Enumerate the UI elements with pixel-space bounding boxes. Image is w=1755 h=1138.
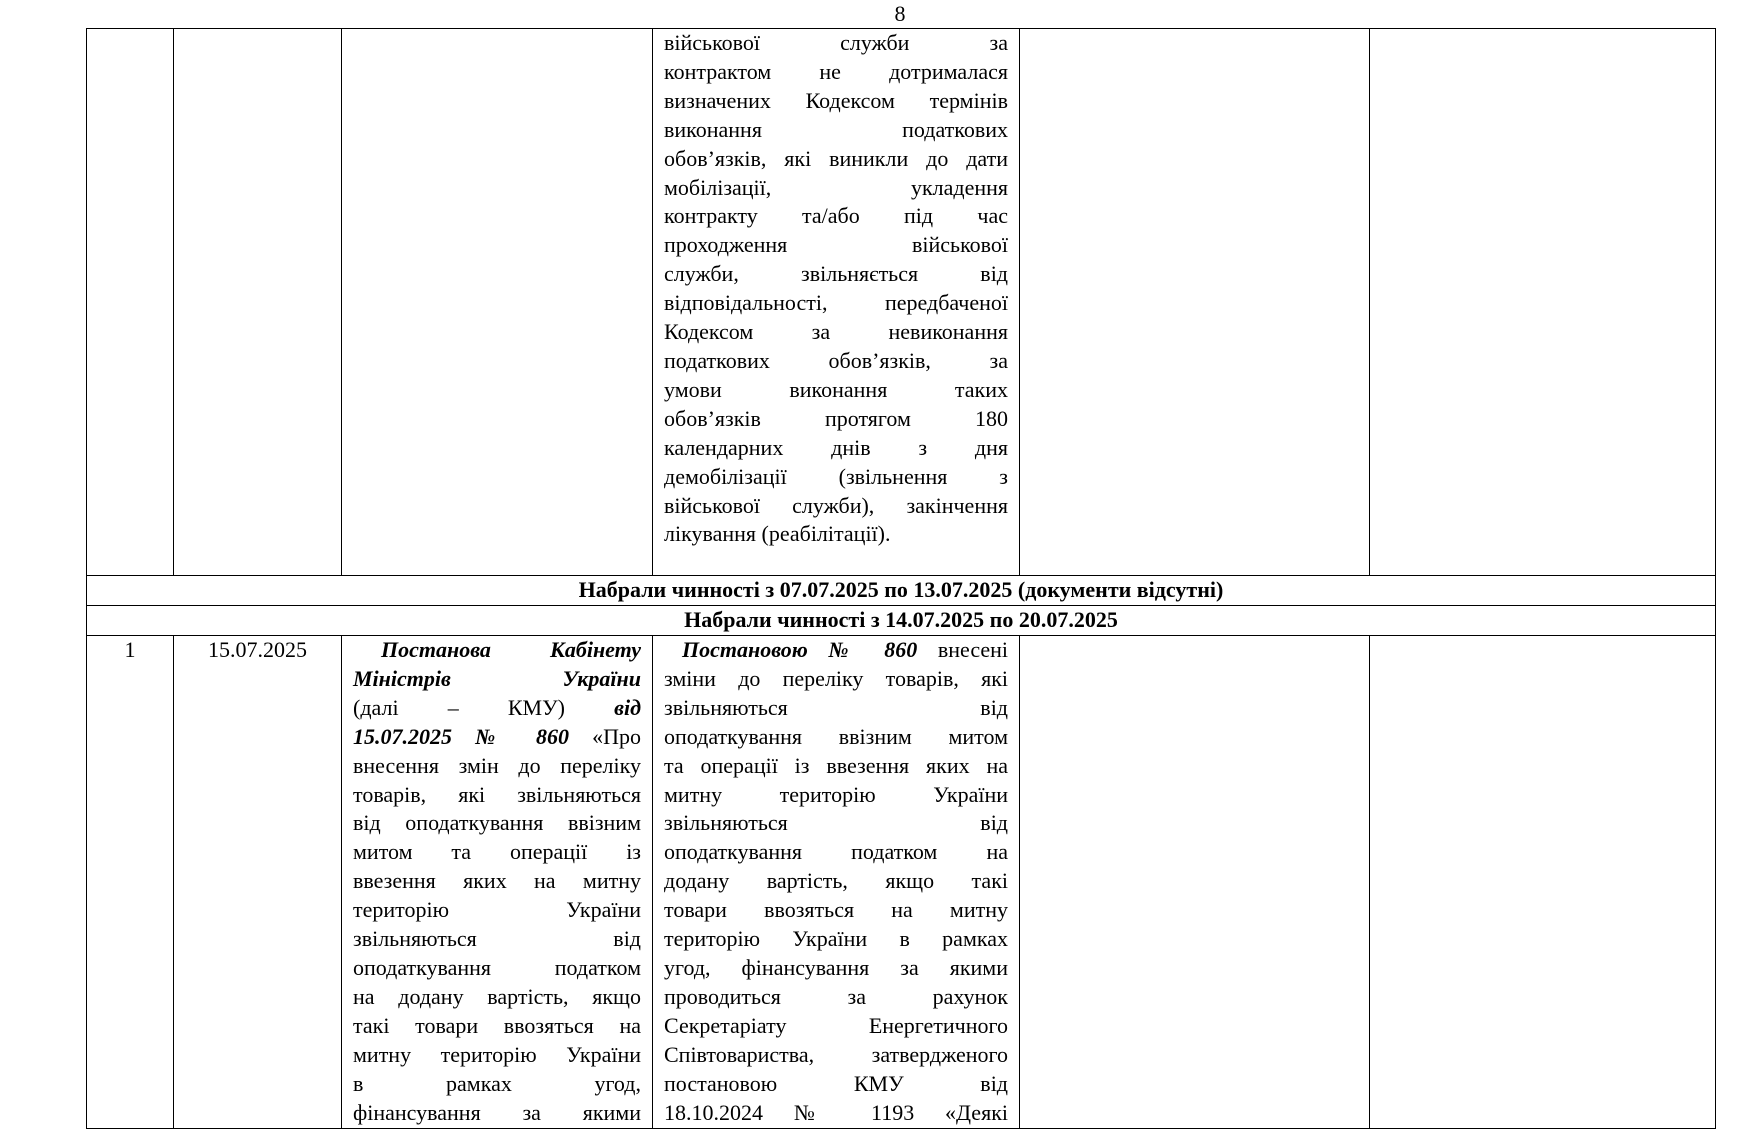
table-row bbox=[87, 29, 1716, 576]
text-line: митом та операції із bbox=[353, 839, 641, 865]
document-cell bbox=[342, 29, 653, 576]
section-heading: Набрали чинності з 14.07.2025 по 20.07.2025 bbox=[87, 606, 1716, 636]
text-line: податкових обов’язків, за bbox=[664, 347, 1008, 373]
table-row bbox=[87, 636, 1716, 1129]
content-text bbox=[664, 29, 1008, 549]
text-line: контрактом не дотрималася bbox=[664, 58, 1008, 84]
text-line: виконання податкових bbox=[664, 116, 1008, 142]
date-cell: 15.07.2025 bbox=[174, 636, 342, 1129]
text-line: звільняються від bbox=[664, 810, 1008, 836]
text-line: в рамках угод, bbox=[353, 1070, 641, 1096]
text-line: територію України в рамках bbox=[664, 926, 1008, 952]
text-line: обов’язків, які виникли до дати bbox=[664, 145, 1008, 171]
text-line: товарів, які звільняються bbox=[353, 781, 641, 807]
document-table bbox=[86, 28, 1716, 1129]
number-cell: 1 bbox=[87, 636, 174, 1129]
text-line: фінансування за якими bbox=[353, 1099, 641, 1125]
text-line: лікування (реабілітації). bbox=[664, 521, 891, 547]
document-title: Міністрів України bbox=[353, 665, 641, 691]
text-line: Співтовариства, затвердженого bbox=[664, 1041, 1008, 1067]
text-line: контракту та/або під час bbox=[664, 203, 1008, 229]
text-line: демобілізації (звільнення з bbox=[664, 463, 1008, 489]
empty-cell bbox=[1370, 636, 1716, 1129]
page-number: 8 bbox=[894, 1, 906, 26]
section-heading: Набрали чинності з 07.07.2025 по 13.07.2025 (документи відсутні) bbox=[87, 576, 1716, 606]
empty-cell bbox=[1020, 636, 1370, 1129]
document-title: 15.07.2025 № 860 bbox=[353, 723, 569, 749]
text-line: проходження військової bbox=[664, 232, 1008, 258]
text-line: оподаткування ввізним митом bbox=[664, 723, 1008, 749]
text-line: звільняються від bbox=[664, 694, 1008, 720]
empty-cell bbox=[1370, 29, 1716, 576]
number-cell bbox=[87, 29, 174, 576]
text-line: митну територію України bbox=[353, 1041, 641, 1067]
text-line: на додану вартість, якщо bbox=[353, 983, 641, 1009]
content-text-fragment: внесені bbox=[937, 637, 1009, 662]
text-line: військової служби за bbox=[664, 30, 1008, 55]
document-text bbox=[353, 636, 641, 1127]
text-line: такі товари ввозяться на bbox=[353, 1012, 641, 1038]
document-title: Постанова Кабінету bbox=[381, 637, 641, 662]
section-row bbox=[87, 606, 1716, 636]
document-cell bbox=[342, 636, 653, 1129]
text-line: служби, звільняється від bbox=[664, 261, 1008, 287]
text-line: відповідальності, передбаченої bbox=[664, 290, 1008, 316]
text-line: митну територію України bbox=[664, 781, 1008, 807]
content-text bbox=[664, 636, 1008, 1127]
text-line: обов’язків протягом 180 bbox=[664, 405, 1008, 431]
date-cell bbox=[174, 29, 342, 576]
empty-cell bbox=[1020, 29, 1370, 576]
text-line: мобілізації, укладення bbox=[664, 174, 1008, 200]
text-line: зміни до переліку товарів, які bbox=[664, 665, 1008, 691]
content-cell bbox=[653, 636, 1020, 1129]
text-line: внесення змін до переліку bbox=[353, 752, 641, 778]
text-line: додану вартість, якщо такі bbox=[664, 868, 1008, 894]
section-row bbox=[87, 576, 1716, 606]
text-line: угод, фінансування за якими bbox=[664, 954, 1008, 980]
text-line: Секретаріату Енергетичного bbox=[664, 1012, 1008, 1038]
text-line: визначених Кодексом термінів bbox=[664, 87, 1008, 113]
text-line: та операції із ввезення яких на bbox=[664, 752, 1008, 778]
text-line: проводиться за рахунок bbox=[664, 983, 1008, 1009]
text-line: ввезення яких на митну bbox=[353, 868, 641, 894]
document-text-fragment: (далі – КМУ) bbox=[353, 694, 565, 720]
text-line: звільняються від bbox=[353, 926, 641, 952]
text-line: Кодексом за невиконання bbox=[664, 319, 1008, 345]
text-line: військової служби), закінчення bbox=[664, 492, 1008, 518]
content-reference: Постановою № 860 bbox=[682, 637, 918, 662]
content-cell bbox=[653, 29, 1020, 576]
text-line: умови виконання таких bbox=[664, 376, 1008, 402]
text-line: календарних днів з дня bbox=[664, 434, 1008, 460]
document-text-fragment: «Про bbox=[592, 723, 641, 749]
text-line: постановою КМУ від bbox=[664, 1070, 1008, 1096]
document-title: від bbox=[614, 694, 641, 720]
text-line: товари ввозяться на митну bbox=[664, 897, 1008, 923]
text-line: оподаткування податком bbox=[353, 954, 641, 980]
text-line: територію України bbox=[353, 897, 641, 923]
text-line: від оподаткування ввізним bbox=[353, 810, 641, 836]
text-line: оподаткування податком на bbox=[664, 839, 1008, 865]
text-line: 18.10.2024 № 1193 «Деякі bbox=[664, 1099, 1008, 1125]
